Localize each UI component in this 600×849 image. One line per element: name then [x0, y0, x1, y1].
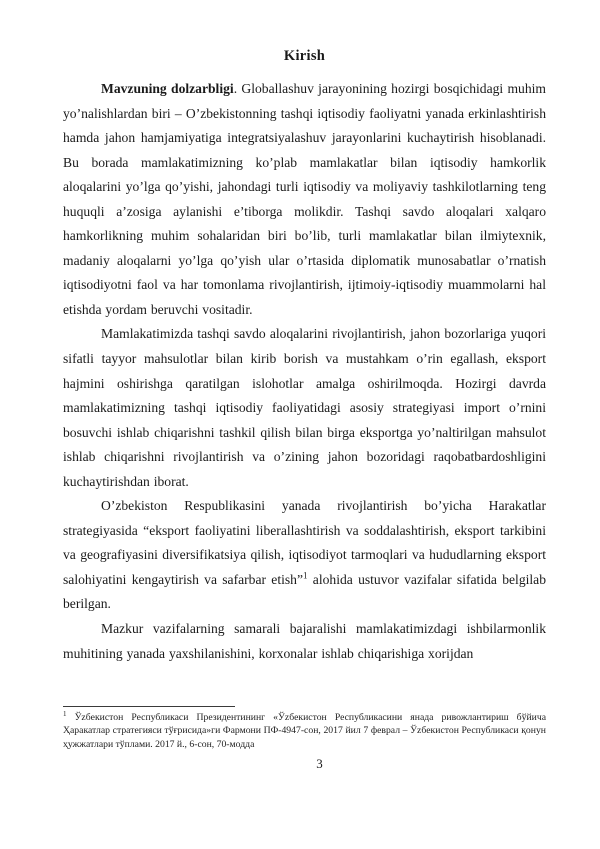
footnote-separator-line — [63, 706, 235, 707]
footnote-section — [63, 706, 546, 772]
paragraph-tasks: Mazkur vazifalarning samarali bajaralishi mamlakatimizdagi ishbilarmonlik muhitining yanada yaxshilanishini, korxonalar ishlab chiqarishiga xorijdan — [63, 621, 546, 661]
footnote-marker: 1 — [63, 709, 67, 718]
page-body — [63, 48, 546, 666]
section-title: Kirish — [283, 48, 326, 64]
page-number: 3 — [316, 756, 323, 772]
paragraph-strategy-quote — [63, 494, 546, 617]
footnote-citation: Ўzбeкистон Республикаси Президентининг «Ўzбeкистон Республикасини янада ривожлантириш бўйича Ҳаракатлар стратегияси тўғрисида»ги Фармони ПФ-4947-сон, 2017 йил 7 феврал – Ўzбeкистон Республикаси қонун ҳужжатлари тўплами. 2017 й., 6-сон, 70-модда — [63, 712, 546, 750]
paragraph-text: . Globallashuv jarayonining hozirgi bosqichidagi muhim yo’nalishlardan biri – O’zbekistonning tashqi iqtisodiy faoliyatni yanada erkinlashtirish hamda jahon hamjamiyatiga integratsiyalashuv jarayonlarini kuchaytirish hisoblanadi. Bu borada mamlakatimizning ko’plab mamlakatlar bilan iqtisodiy hamkorlik aloqalarini yo’lga qo’yishi, jahondagi turli iqtisodiy va moliyaviy tashkilotlarning teng huquqli a’zosiga aylanishi e’tiborga molikdir. Tashqi savdo aloqalari xalqaro hamkorlikning muhim sohalaridan biri bo’lib, turli mamlakatlar bilan ilmiytexnik, madaniy aloqalarni yo’lga qo’yish ular o’rtasida diplomatik munosabatlar o’rnatish iqtisodiyotni faol va har tomonlama rivojlantirish, ijtimoiy-iqtisodiy muammolarni hal etishda yordam beruvchi vositadir. — [63, 81, 546, 317]
quote-text: O’zbekiston Respublikasini yanada rivojlantirish bo’yicha Harakatlar strategiyasida “eksport faoliyatini liberallashtirish va soddalashtirish, eksport tarkibini va geografiyasini diversifikatsiya qilish, iqtisodiyot tarmoqlari va hududlarning eksport salohiyatini kengaytirish va safarbar etish” — [63, 498, 546, 587]
footnote-reference-marker: 1 — [303, 570, 308, 581]
paragraph-trade-reforms: Mamlakatimizda tashqi savdo aloqalarini rivojlantirish, jahon bozorlariga yuqori sifatli tayyor mahsulotlar bilan kirib borish va mustahkam o’rin egallash, eksport hajmini oshirishga qaratilgan islohotlar amalga oshirilmoqda. Hozirgi davrda mamlakatimizning tashqi iqtisodiy faoliyatidagi asosiy strategiyasi import o’rnini bosuvchi ishlab chiqarishni tashkil qilish bilan birga eksportga yo’naltirilgan mahsulot ishlab chiqarishni rivojlantirish va o’zining jahon bozoridagi raqobatbardoshligini kuchaytirishdan iborat. — [63, 326, 546, 489]
quote-continuation: alohida ustuvor vazifalar sifatida belgilab berilgan. — [63, 571, 546, 612]
paragraph-lead-bold: Mavzuning dolzarbligi — [101, 81, 234, 96]
footnote-text — [63, 711, 546, 751]
paragraph-introduction — [63, 77, 546, 322]
